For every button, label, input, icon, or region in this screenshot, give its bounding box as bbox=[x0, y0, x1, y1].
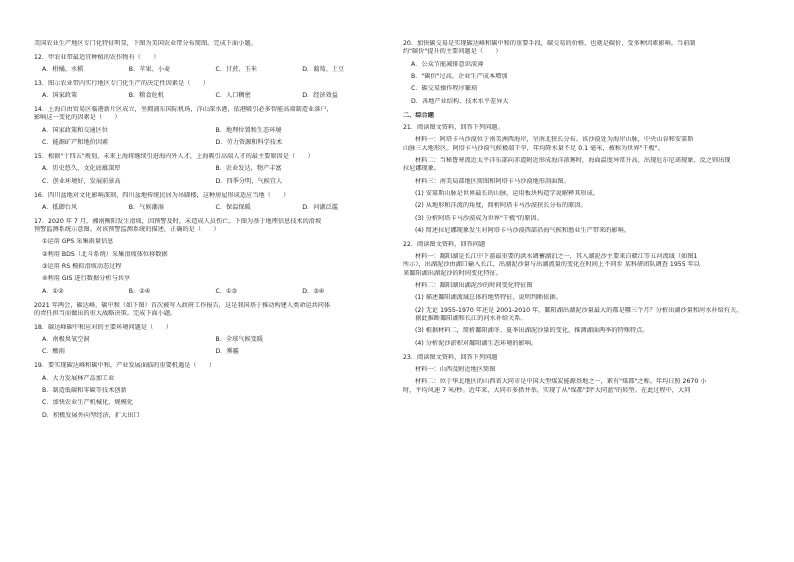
q12-option-d[interactable]: D．葡萄、土豆 bbox=[302, 66, 345, 74]
q22-sub-4: (4) 分析泥沙淤积对鄱阳湖生态环境的影响。 bbox=[415, 339, 538, 347]
q21-sub-4: (4) 简述拉尼娜现象发生对阿塔卡马沙漠西部沿海气候和渔业生产带来的影响。 bbox=[415, 227, 630, 235]
q22-sub-2: (2) 无论 1955-1970 年还是 2001-2010 年，鄱阳湖出湖泥沙量最大的都是哪三个月？分析出湖沙量和河水补给有关， bbox=[415, 306, 743, 314]
q21-stem: 21．阅读图文资料，回答下列问题。 bbox=[403, 123, 504, 131]
q17-option-b[interactable]: B．②④ bbox=[128, 287, 151, 295]
q14-options-row-1 bbox=[34, 127, 389, 135]
q16-options bbox=[34, 204, 389, 212]
q20-option-b[interactable]: B．"碳价"过高，企业生产成本增加 bbox=[411, 72, 508, 80]
q20-option-a[interactable]: A．公众节能减排意识淡薄 bbox=[411, 60, 484, 68]
q14-option-c[interactable]: C．能源矿产和地价因素 bbox=[42, 139, 109, 147]
section-heading: 二、综合题 bbox=[403, 111, 434, 119]
q23-stem: 23．阅读图文资料，回答下列问题 bbox=[403, 353, 498, 361]
q17-item-1: ①运用 GPS 采集雨量信息 bbox=[42, 238, 114, 246]
q22-material-1-line-1: 材料一：鄱阳湖是长江中下游最重要的洪水调蓄湖泊之一，其入湖泥沙主要来自赣江等五河流域（如图1 bbox=[415, 253, 698, 261]
q12-options bbox=[34, 66, 389, 74]
q20-stem-line-1: 20．加快碳交易是实现碳达峰和碳中和的重要手段，碳交易的价格，也就是碳价，受多种因素影响。当前制 bbox=[403, 40, 696, 47]
q17-options bbox=[34, 288, 389, 296]
q12-stem: 12．甲农业带最适宜种植的农作物有（ ） bbox=[34, 53, 160, 61]
q22-material-1-line-2: 所示），出湖泥沙由湖口输入长江，出湖泥沙量与出湖流量的变化在时间上不同步 某科研团队调查 1955 年以 bbox=[403, 261, 700, 269]
q17-item-2: ②利用 BDS（北斗系统）采集滑坡体位移数据 bbox=[42, 250, 168, 258]
q12-option-a[interactable]: A．柑橘、水稻 bbox=[42, 66, 84, 74]
q14-stem-line-1: 14．上海自由贸易区临港新片区成立，坐拥浦东国际机场，洋山深水港，依港吸引必多智能高端制造业落户， bbox=[34, 106, 333, 114]
q17-option-d[interactable]: D．③④ bbox=[302, 287, 325, 295]
q20-option-c[interactable]: C．碳交易操作程序繁琐 bbox=[411, 85, 478, 93]
right-column bbox=[403, 40, 758, 395]
q22-sub-1: (1) 描述鄱阳湖流域总体的地势特征，说明判断依据。 bbox=[415, 294, 562, 302]
q22-material-1-line-3: 来鄱阳湖出湖泥沙的时间变化特征。 bbox=[403, 269, 502, 277]
q18-stem: 18．碳达峰碳中和应对的主要环境问题是（ ） bbox=[34, 323, 172, 331]
q15-option-c[interactable]: C．创业环境好，发展前景高 bbox=[42, 177, 121, 185]
q14-option-d[interactable]: D．劳力资源和科学技术 bbox=[215, 139, 283, 147]
q23-material-2-line-1: 材料二：位于华北地区的山西省大同市是中国大型煤炭能源基地之一，素有"煤都"之称。年均日照 2670 小 bbox=[415, 378, 707, 386]
q12-option-c[interactable]: C．甘蔗、玉米 bbox=[215, 66, 257, 74]
q20-stem-line-2: 约"碳价"提升的主要问题是（ ） bbox=[403, 48, 502, 56]
passage-line-2: 的责任担当而做出的重大战略决策。完成下面小题。 bbox=[34, 309, 177, 317]
q17-item-3: ③运用 RS 模拟滑坡动态过程 bbox=[42, 263, 122, 271]
q17-item-4: ④利用 GIS 进行数据分析与共享 bbox=[42, 275, 131, 283]
q23-material-2-line-2: 时，平均风速 7 米/秒。近年来，大同市多措并举，实现了从"煤都"到"大同蓝"的转型。在此过程中，大同 bbox=[403, 386, 691, 394]
q21-material-1-line-2: 山脉三大地形区。阿塔卡马沙漠气候极端干旱，年均降水量不足 0.1 毫米，被称为世界"干极"。 bbox=[403, 144, 664, 152]
q15-options-row-2 bbox=[34, 178, 389, 186]
passage-line-1: 2021 年两会，碳达峰、碳中和（如下图）首次被写入政府工作报告，这是我国基于推动构建人类命运共同体 bbox=[34, 301, 331, 309]
q22-sub-3: (3) 根据材料二，简析鄱阳湖冬、夏季出湖泥沙量的变化，推测湖面两季的特殊特点。 bbox=[415, 327, 649, 335]
q21-material-2-line-2: 拉尼娜现象。 bbox=[403, 165, 441, 173]
q13-option-c[interactable]: C．人口稠密 bbox=[215, 92, 251, 100]
q15-option-a[interactable]: A．历史悠久，文化底蕴深厚 bbox=[42, 165, 121, 173]
q20-option-d[interactable]: D．各地产业结构、技术水平差异大 bbox=[411, 97, 509, 105]
q18-options-row-2 bbox=[34, 348, 389, 356]
q21-material-3: 材料三：南美局部地区简图和阿塔卡马沙漠地形剖面图。 bbox=[415, 177, 570, 185]
q18-option-a[interactable]: A．南极臭氧空洞 bbox=[42, 336, 90, 344]
q13-options bbox=[34, 92, 389, 100]
q17-option-c[interactable]: C．①③ bbox=[215, 287, 238, 295]
q16-option-b[interactable]: B．气候潮湿 bbox=[128, 203, 164, 211]
q21-material-1-line-1: 材料一：阿塔卡马沙漠位于南美洲西海岸，呈南北狭长分布。该沙漠处为海岸山脉，中央山谷和安第斯 bbox=[415, 136, 694, 144]
q14-option-a[interactable]: A．国家政策和交通区位 bbox=[42, 126, 109, 134]
q19-option-b[interactable]: B．制造低碳和零碳等技术创新 bbox=[42, 387, 127, 395]
q16-option-d[interactable]: D．河湖泛滥 bbox=[302, 203, 338, 211]
q14-stem-line-2: 影响这一变化的因素是（ ） bbox=[34, 114, 121, 122]
q13-option-b[interactable]: B．粮食危机 bbox=[128, 92, 164, 100]
q15-stem: 15．根据"十四五"规划，未来上海将继续引进海内外人才，上海吸引高端人才的最主要原因是（ ） bbox=[34, 152, 314, 160]
q19-option-c[interactable]: C．加快农业生产机械化、规模化 bbox=[42, 399, 133, 407]
q16-stem: 16．四川盆地对文化影响深刻，四川盆地传统民居为吊脚楼，这种房屋形成适应当地（ ） bbox=[34, 191, 290, 199]
q21-sub-3: (3) 分析阿塔卡马沙漠成为世界"干极"的原因。 bbox=[415, 214, 543, 222]
q17-stem-line-2: 预警监测系统示意图。对该预警监测系统的描述，正确的是（ ） bbox=[34, 225, 220, 233]
q15-option-b[interactable]: B．农业发达，物产丰富 bbox=[215, 165, 282, 173]
q18-options-row-1 bbox=[34, 336, 389, 344]
q18-option-c[interactable]: C．酸雨 bbox=[42, 348, 65, 356]
q13-option-d[interactable]: D．经济效益 bbox=[302, 92, 338, 100]
left-column bbox=[34, 40, 389, 420]
q19-option-a[interactable]: A．大力发展林产品加工业 bbox=[42, 374, 115, 382]
q18-option-d[interactable]: D．雾霾 bbox=[215, 348, 239, 356]
q16-option-a[interactable]: A．抵御台风 bbox=[42, 203, 78, 211]
q13-stem: 13．图示农业带内实行地区专门化生产的决定性因素是（ ） bbox=[34, 79, 209, 87]
q21-material-2-line-1: 材料二：当秘鲁寒流近太平洋东部向赤道附近形成海洋浓雾时，海面温度异常升高，出现厄尔尼诺现象，反之则出现 bbox=[415, 156, 731, 164]
intro-text: 美国农业生产地区专门化特征明显，下图为美国农业带分布简图。完成下面小题。 bbox=[34, 40, 257, 47]
q17-stem-line-1: 17．2020 年 7 月，湘南衡阳发生滑坡，因预警及时，未造成人员伤亡。下图为基于地理信息技术的滑坡 bbox=[34, 217, 322, 225]
q17-option-a[interactable]: A．①② bbox=[42, 287, 64, 295]
q21-sub-1: (1) 安第斯山脉是世界最长的山脉，运用板块构造学说解释其形成。 bbox=[415, 189, 599, 197]
q22-material-2: 材料二：鄱阳湖出湖泥沙的时间变化特征图 bbox=[415, 282, 533, 290]
q19-option-d[interactable]: D．积极发展外向型经济，扩大出口 bbox=[42, 411, 140, 419]
q15-option-d[interactable]: D．四季分明，气候宜人 bbox=[215, 177, 283, 185]
q19-stem: 19．要实现碳达峰和碳中和，产业发展面临的重要机遇是（ ） bbox=[34, 362, 216, 370]
q22-stem: 22．阅读图文资料，回答问题 bbox=[403, 240, 486, 248]
q18-option-b[interactable]: B．全球气候变暖 bbox=[215, 336, 264, 344]
q23-material-1: 材料一：山西及附近地区简图 bbox=[415, 366, 496, 374]
q12-option-b[interactable]: B．苹果、小麦 bbox=[128, 66, 171, 74]
q22-sub-2-cont: 据此推断鄱阳湖和长江的河水补给关系。 bbox=[403, 315, 527, 323]
q15-options-row-1 bbox=[34, 165, 389, 173]
q14-options-row-2 bbox=[34, 139, 389, 147]
q14-option-b[interactable]: B．地理位置和生态环境 bbox=[215, 126, 282, 134]
q21-sub-2: (2) 从地形和洋流的角度，简析阿塔卡马沙漠狭长分布的原因。 bbox=[415, 202, 587, 210]
q16-option-c[interactable]: C．保温保暖 bbox=[215, 203, 251, 211]
q13-option-a[interactable]: A．国家政策 bbox=[42, 92, 78, 100]
